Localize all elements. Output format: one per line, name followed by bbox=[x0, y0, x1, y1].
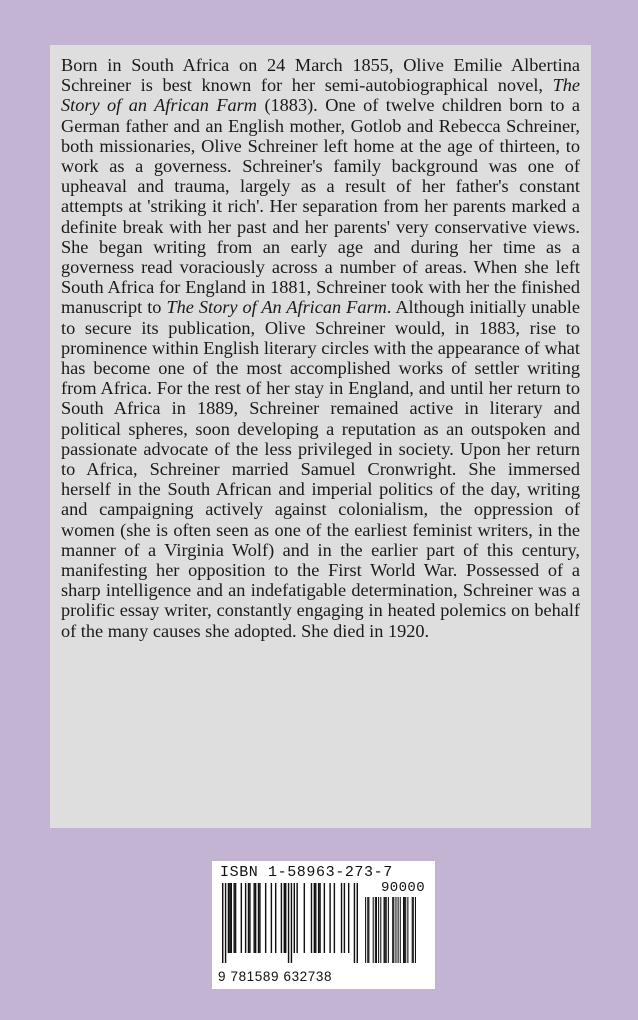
barcode-bar bbox=[384, 897, 385, 963]
barcode-bar bbox=[288, 883, 289, 963]
barcode-bar bbox=[395, 897, 396, 963]
barcode-bar bbox=[357, 883, 358, 963]
barcode-bar bbox=[249, 883, 250, 953]
barcode-bar bbox=[354, 883, 355, 963]
price-code: 90000 bbox=[380, 880, 425, 896]
barcode-bar bbox=[259, 883, 260, 953]
barcode-bar bbox=[245, 883, 246, 953]
barcode-bar bbox=[229, 883, 230, 953]
book-title-2: The Story of An African Farm bbox=[166, 297, 387, 318]
barcode-bar bbox=[404, 897, 405, 963]
barcode-bar bbox=[231, 883, 232, 953]
biography-text bbox=[61, 55, 580, 641]
barcode-bar bbox=[275, 883, 276, 953]
barcode-bar bbox=[228, 883, 229, 953]
barcode-bar bbox=[265, 883, 266, 953]
barcode-bar bbox=[386, 897, 387, 963]
barcode-bar bbox=[291, 883, 292, 963]
barcode-bar bbox=[294, 883, 295, 953]
barcode-bar bbox=[311, 883, 312, 953]
biography-part-1: Born in South Africa on 24 March 1855, Olive Emilie Albertina Schreiner is best known for her semi-autobiographical novel, bbox=[61, 55, 580, 96]
isbn-label: ISBN 1-58963-273-7 bbox=[220, 864, 393, 881]
barcode-bar bbox=[378, 897, 379, 963]
barcode-bar bbox=[412, 897, 413, 963]
barcode-bar bbox=[398, 897, 399, 963]
barcode-bar bbox=[385, 897, 386, 963]
barcode-bar bbox=[222, 883, 223, 963]
addon-barcode-bars bbox=[364, 897, 416, 963]
barcode-bar bbox=[393, 897, 394, 963]
barcode-bar bbox=[365, 897, 366, 963]
barcode-bar bbox=[253, 883, 254, 953]
barcode-bar bbox=[255, 883, 256, 953]
barcode-bar bbox=[380, 897, 381, 963]
barcode-bar bbox=[235, 883, 236, 953]
barcode-bar bbox=[392, 897, 393, 963]
barcode-bar bbox=[341, 883, 342, 953]
barcode-bar bbox=[258, 883, 259, 953]
biography-panel bbox=[50, 45, 591, 828]
barcode-bar bbox=[373, 897, 374, 963]
barcode-bar bbox=[403, 897, 404, 963]
ean-digits: 9 781589 632738 bbox=[218, 969, 333, 984]
barcode-bar bbox=[233, 883, 234, 953]
barcode-bar bbox=[368, 897, 369, 963]
barcode-bar bbox=[271, 883, 272, 953]
barcode-bar bbox=[334, 883, 335, 953]
ean13-barcode-bars bbox=[222, 883, 358, 963]
barcode-bar bbox=[375, 897, 376, 963]
barcode-bar bbox=[281, 883, 282, 953]
barcode-bar bbox=[413, 897, 414, 963]
barcode-bar bbox=[407, 897, 408, 963]
isbn-barcode-block bbox=[212, 861, 435, 989]
barcode-bar bbox=[284, 883, 285, 953]
barcode-bar bbox=[344, 883, 345, 953]
barcode-bar bbox=[376, 897, 377, 963]
barcode-bar bbox=[318, 883, 319, 953]
book-title-1: The Story of an African Farm bbox=[61, 75, 580, 116]
barcode-bar bbox=[348, 883, 349, 953]
biography-part-2: (1883). One of twelve children born to a German father and an English mother, Gotlob and Rebecca Schreiner, both missionaries, Olive Schreiner left home at the age of thirteen, to work as a governess. Schreiner's family background was one of upheaval and trauma, largely as a result of her father's constant attempts at 'striking it rich'. Her separation from her parents marked a definite break with her past and her parents' very conservative views. She began writing from an early age and during her time as a governess read voraciously across a number of areas. When she left South Africa for England in 1881, Schreiner took with her the finished manuscript to bbox=[61, 95, 581, 318]
barcode-bar bbox=[296, 883, 297, 953]
barcode-bar bbox=[367, 897, 368, 963]
barcode-bar bbox=[315, 883, 316, 953]
barcode-bar bbox=[329, 883, 330, 953]
barcode-bar bbox=[415, 897, 416, 963]
barcode-bar bbox=[241, 883, 242, 953]
biography-part-3: . Although initially unable to secure its publication, Olive Schreiner would, in 1883, rise to prominence within English literary circles with the appearance of what has become one of the most accomplished works of settler writing from Africa. For the rest of her stay in England, and until her return to South Africa in 1889, Schreiner remained active in literary and political spheres, soon developing a reputation as an outspoken and passionate advocate of the less privileged in society. Upon her return to Africa, Schreiner married Samuel Cronwright. She immersed herself in the South African and imperial politics of the day, writing and campaigning actively against colonialism, the oppression of women (she is often seen as one of the earliest feminist writers, in the manner of a Virginia Wolf) and in the earlier part of this century, manifesting her opposition to the First World War. Possessed of a sharp intelligence and an indefatigable determination, Schreiner was a prolific essay writer, constantly engaging in heated polemics on behalf of the many causes she adopted. She died in 1920. bbox=[61, 297, 581, 641]
barcode-bar bbox=[225, 883, 226, 963]
barcode-bar bbox=[324, 883, 325, 953]
barcode-bar bbox=[248, 883, 249, 953]
barcode-bar bbox=[405, 897, 406, 963]
barcode-bar bbox=[400, 897, 401, 963]
barcode-bar bbox=[314, 883, 315, 953]
barcode-bar bbox=[319, 883, 320, 953]
barcode-bar bbox=[388, 897, 389, 963]
barcode-bar bbox=[285, 883, 286, 953]
barcode-bar bbox=[304, 883, 305, 953]
